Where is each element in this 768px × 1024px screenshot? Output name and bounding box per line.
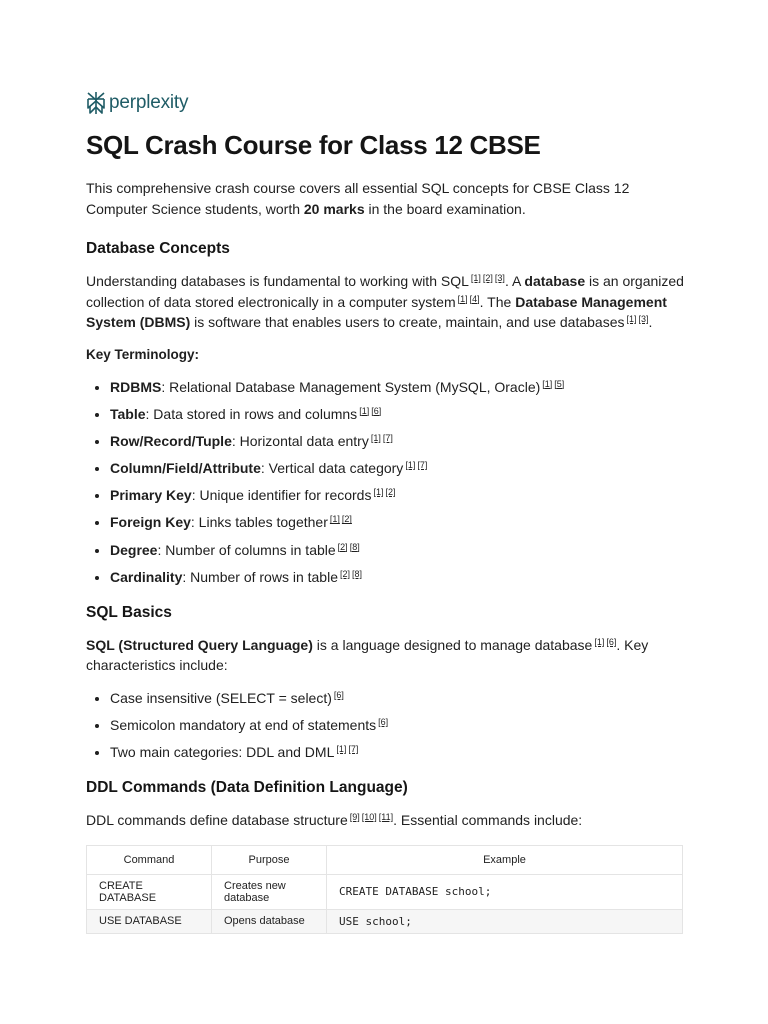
- citation-link[interactable]: [3]: [494, 273, 505, 283]
- citation-link[interactable]: [6]: [606, 636, 617, 647]
- table-cell-code: CREATE DATABASE school;: [327, 874, 683, 909]
- citation-link[interactable]: [2]: [337, 541, 348, 552]
- perplexity-logo-icon: [86, 91, 106, 115]
- table-row: [87, 874, 683, 909]
- citation-link[interactable]: [8]: [352, 568, 363, 579]
- citation-link[interactable]: [1]: [542, 378, 553, 389]
- citation-link[interactable]: [2]: [341, 514, 352, 525]
- citation-link[interactable]: [4]: [469, 293, 480, 304]
- citation-link[interactable]: [1]: [626, 314, 637, 324]
- intro-paragraph: This comprehensive crash course covers all essential SQL concepts for CBSE Class 12 Computer Science students, worth 20 marks in the board examination.: [86, 180, 630, 217]
- citation-link[interactable]: [1]: [359, 405, 370, 416]
- citation-link[interactable]: [7]: [417, 460, 428, 471]
- list-item: • Row/Record/Tuple: Horizontal data entry [1] [7]: [110, 431, 686, 451]
- citation-link[interactable]: [9]: [349, 812, 360, 823]
- list-item: • Primary Key: Unique identifier for records [1] [2]: [110, 485, 686, 505]
- list-item: • Two main categories: DDL and DML [1] [7]: [110, 742, 686, 762]
- citation-link[interactable]: [2]: [385, 487, 396, 498]
- list-item: • Foreign Key: Links tables together [1] [2]: [110, 512, 686, 532]
- column-header: Example: [327, 845, 683, 874]
- citation-link[interactable]: [1]: [457, 293, 468, 304]
- sql-characteristics-list: [86, 688, 686, 762]
- main-content: [86, 128, 686, 934]
- list-item: • Degree: Number of columns in table [2] [8]: [110, 540, 686, 560]
- heading-ddl-commands: DDL Commands (Data Definition Language): [86, 779, 408, 797]
- page-title: SQL Crash Course for Class 12 CBSE: [86, 130, 541, 160]
- citation-link[interactable]: [1]: [470, 273, 481, 283]
- column-header: Purpose: [212, 845, 327, 874]
- database-concepts-paragraph: Understanding databases is fundamental to working with SQL [1] [2] [3]. A database is an organized collection of data stored electronically in a computer system [1] [4]. The Database Management System (DBMS) is software that enables users to create, maintain, and use databases [1] [3].: [86, 273, 684, 330]
- citation-link[interactable]: [8]: [349, 541, 360, 552]
- heading-database-concepts: Database Concepts: [86, 240, 230, 257]
- citation-link[interactable]: [11]: [378, 812, 394, 823]
- list-item: • Table: Data stored in rows and columns [1] [6]: [110, 404, 686, 424]
- table-header-row: [87, 845, 683, 874]
- list-item: • Cardinality: Number of rows in table [2] [8]: [110, 567, 686, 587]
- citation-link[interactable]: [1]: [336, 744, 347, 755]
- sql-basics-paragraph: SQL (Structured Query Language) is a language designed to manage database [1] [6]. Key characteristics include:: [86, 636, 649, 674]
- citation-link[interactable]: [1]: [594, 636, 605, 647]
- key-terminology-list: [86, 377, 686, 587]
- citation-link[interactable]: [3]: [638, 314, 649, 324]
- table-cell: USE DATABASE: [87, 909, 212, 933]
- citation-link[interactable]: [1]: [373, 487, 384, 498]
- citation-link[interactable]: [2]: [339, 568, 350, 579]
- citation-link[interactable]: [7]: [382, 432, 393, 443]
- table-cell: Creates new database: [212, 874, 327, 909]
- brand-logo: [86, 90, 188, 116]
- citation-link[interactable]: [6]: [378, 717, 389, 727]
- list-item: • Case insensitive (SELECT = select) [6]: [110, 688, 686, 708]
- heading-sql-basics: SQL Basics: [86, 603, 172, 621]
- ddl-paragraph: DDL commands define database structure [9] [10] [11]. Essential commands include:: [86, 812, 583, 829]
- brand-name: perplexity: [109, 92, 189, 113]
- list-item: • Semicolon mandatory at end of statements [6]: [110, 715, 686, 735]
- table-cell-code: USE school;: [327, 909, 683, 933]
- table-cell: CREATE DATABASE: [87, 874, 212, 909]
- key-terminology-label: Key Terminology:: [86, 346, 200, 362]
- citation-link[interactable]: [6]: [333, 689, 344, 700]
- citation-link[interactable]: [6]: [371, 405, 382, 416]
- citation-link[interactable]: [2]: [482, 273, 493, 283]
- citation-link[interactable]: [1]: [405, 460, 416, 471]
- citation-link[interactable]: [10]: [361, 812, 377, 823]
- column-header: Command: [87, 845, 212, 874]
- table-cell: Opens database: [212, 909, 327, 933]
- ddl-commands-table: [86, 845, 683, 934]
- citation-link[interactable]: [1]: [370, 432, 381, 443]
- table-row: [87, 909, 683, 933]
- citation-link[interactable]: [1]: [329, 514, 340, 525]
- citation-link[interactable]: [5]: [554, 378, 565, 389]
- citation-link[interactable]: [7]: [348, 744, 359, 755]
- list-item: • Column/Field/Attribute: Vertical data category [1] [7]: [110, 458, 686, 478]
- list-item: • RDBMS: Relational Database Management System (MySQL, Oracle) [1] [5]: [110, 377, 686, 397]
